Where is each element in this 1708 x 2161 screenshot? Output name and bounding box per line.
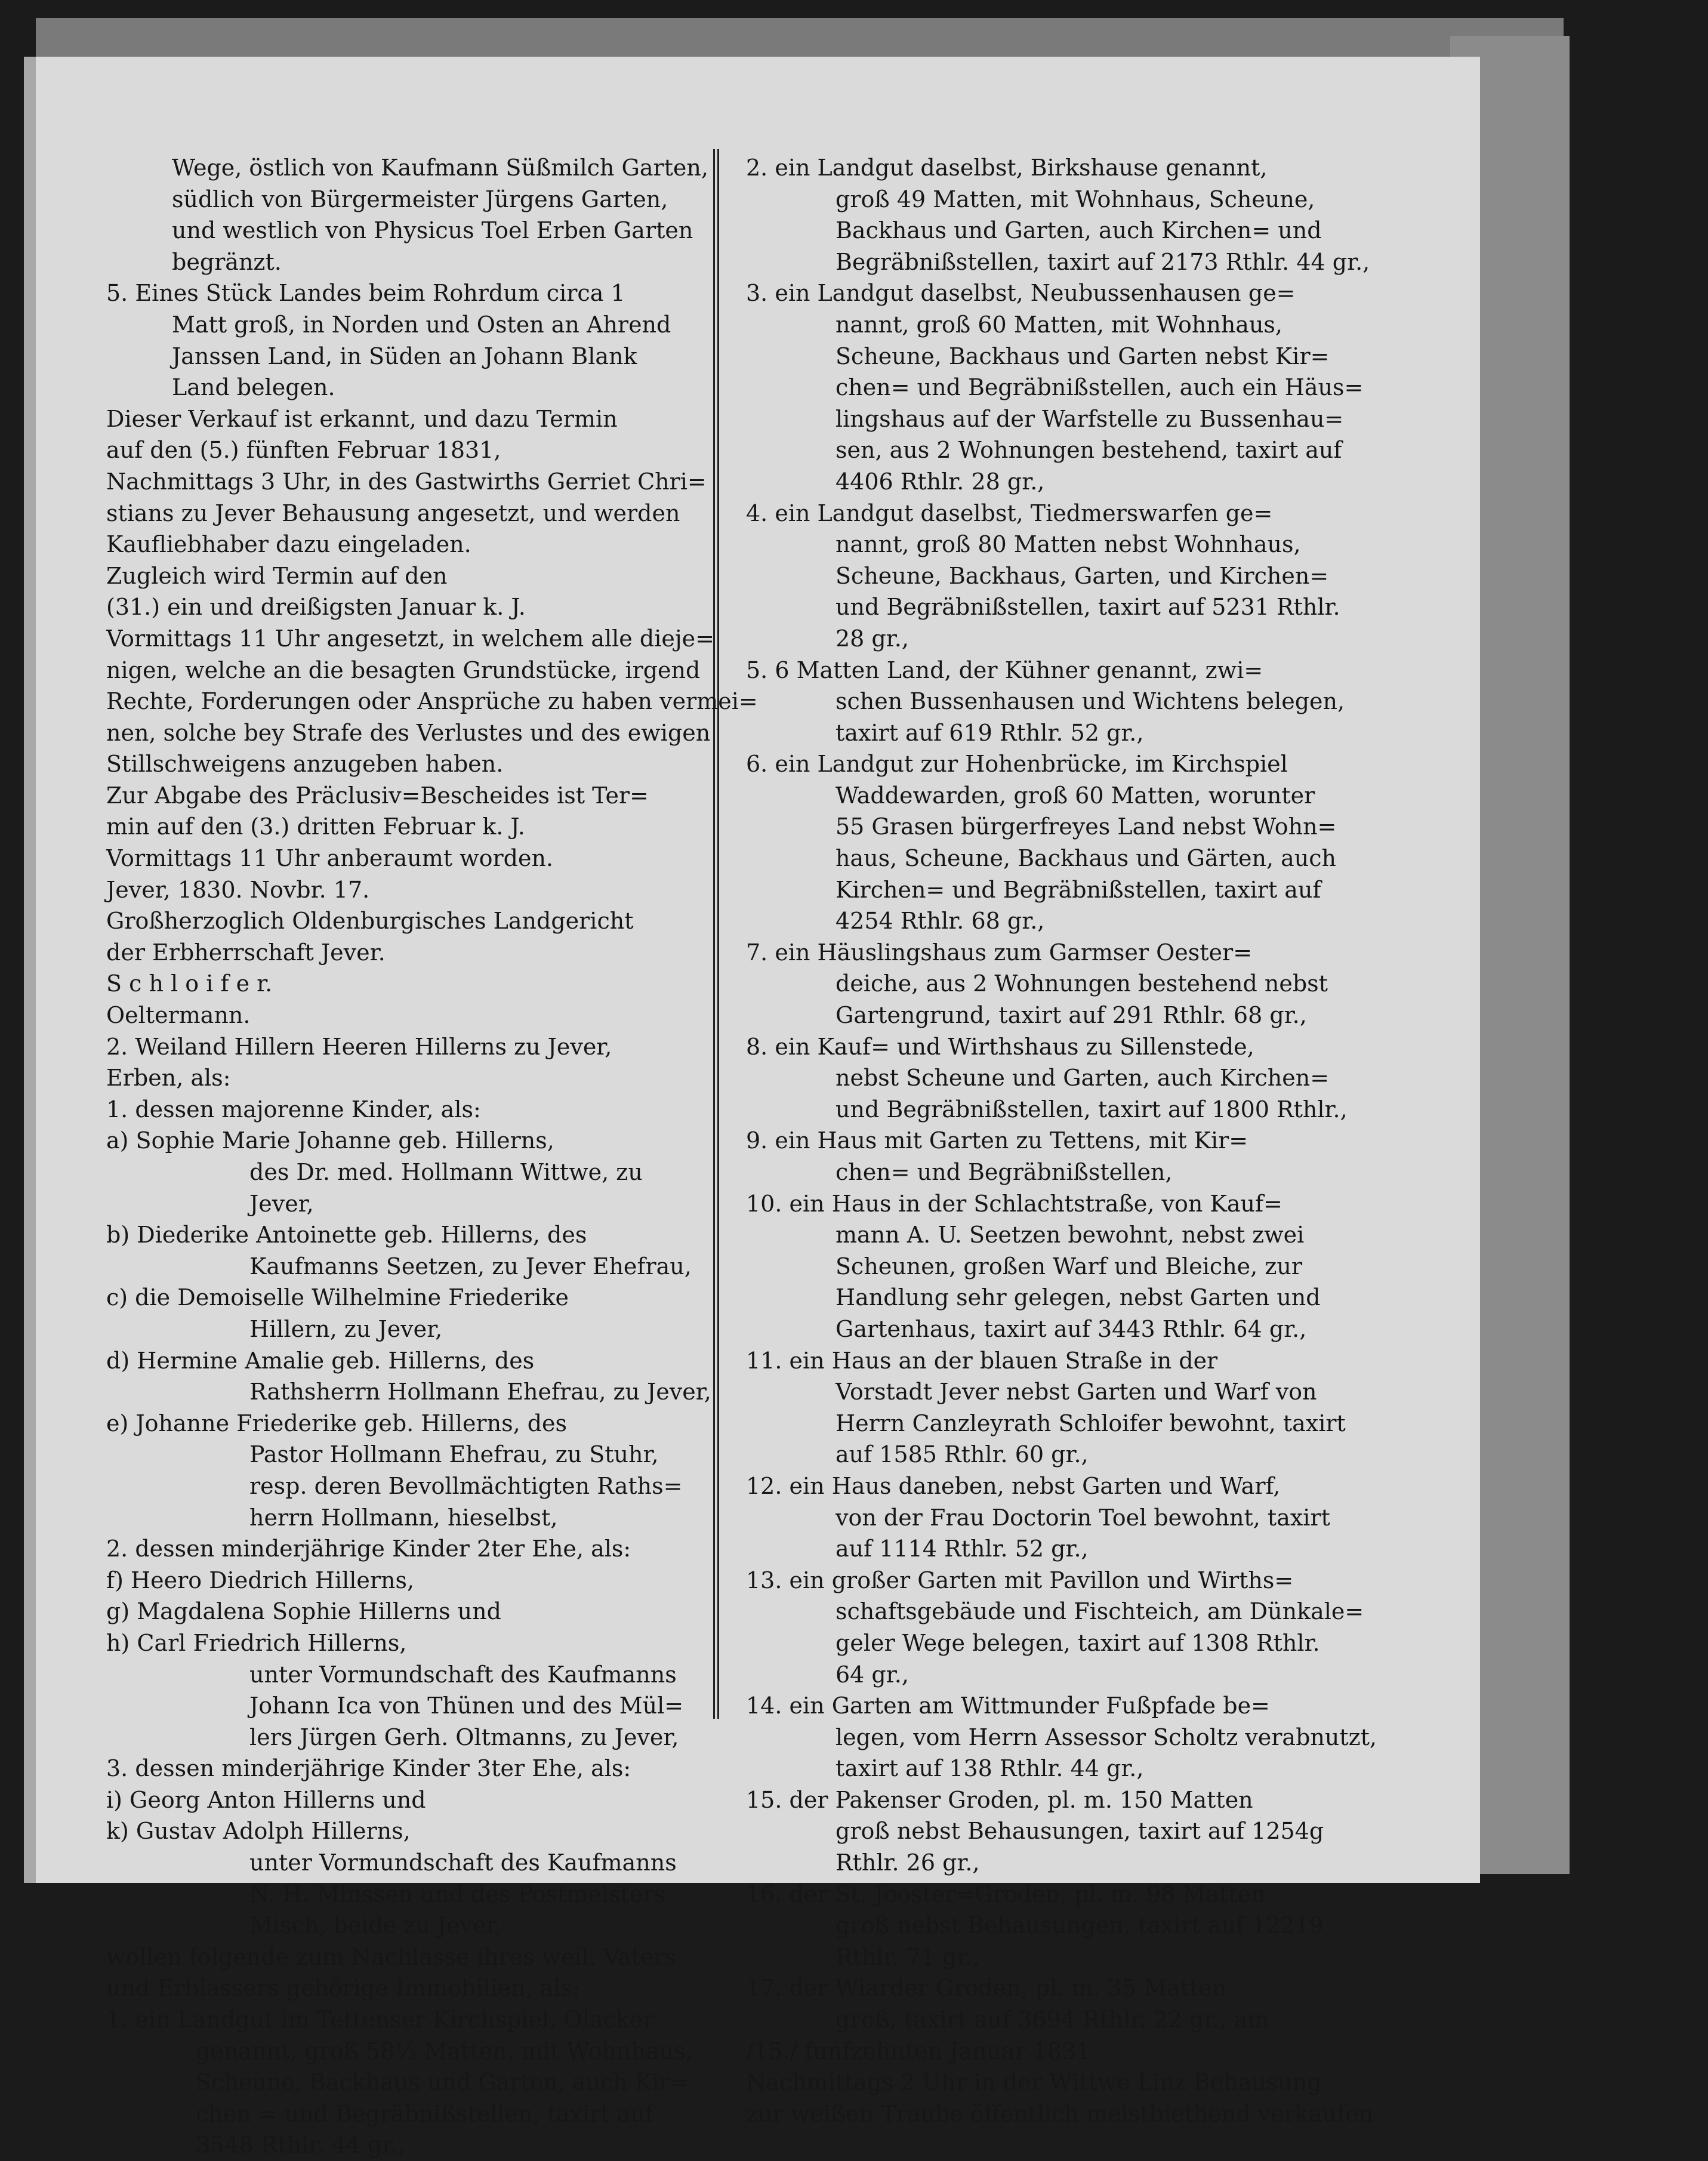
text-line: Rathsherrn Hollmann Ehefrau, zu Jever, [249,1379,711,1405]
text-line: Misch, beide zu Jever, [249,1912,502,1939]
text-line: 5. Eines Stück Landes beim Rohrdum circa 1 [106,280,625,307]
right-column [746,152,1377,2129]
book-spine [24,57,36,1883]
text-line: Zugleich wird Termin auf den [106,562,448,589]
column-divider [713,149,719,1719]
text-line: chen= und Begräbnißstellen, [835,1159,1173,1185]
text-line: der Erbherrschaft Jever. [106,939,386,966]
text-line: Jever, [249,1190,314,1217]
text-line: Kirchen= und Begräbnißstellen, taxirt auf [835,876,1321,903]
text-line: und Erblassers gehörige Immobilien, als: [106,1975,580,2002]
text-line: Vorstadt Jever nebst Garten und Warf von [835,1379,1317,1405]
text-line: d) Hermine Amalie geb. Hillerns, des [106,1347,535,1374]
text-line: zur weißen Traube öffentlich meistbiethend verkaufen [746,2100,1373,2127]
text-line: Handlung sehr gelegen, nebst Garten und [835,1284,1321,1311]
text-line: i) Georg Anton Hillerns und [106,1786,426,1813]
text-line: Rechte, Forderungen oder Ansprüche zu haben vermei= [106,688,758,715]
text-line: 3. dessen minderjährige Kinder 3ter Ehe, als: [106,1755,631,1782]
text-line: h) Carl Friedrich Hillerns, [106,1629,407,1656]
text-line: nigen, welche an die besagten Grundstücke, irgend [106,656,701,683]
text-line: Kaufmanns Seetzen, zu Jever Ehefrau, [249,1253,692,1280]
text-line: 5. 6 Matten Land, der Kühner genannt, zwi= [746,656,1263,683]
text-line: Rthlr. 26 gr., [835,1849,980,1876]
text-line: südlich von Bürgermeister Jürgens Garten, [172,186,668,212]
text-line: Johann Ica von Thünen und des Mül= [249,1693,684,1719]
text-line: herrn Hollmann, hieselbst, [249,1504,558,1531]
text-line: S c h l o i f e r. [106,970,273,997]
text-line: taxirt auf 619 Rthlr. 52 gr., [835,719,1144,746]
text-line: Hillern, zu Jever, [249,1315,443,1342]
text-line: unter Vormundschaft des Kaufmanns [249,1849,677,1876]
text-line: genannt, groß 58⅓ Matten, mit Wohnhaus, [196,2037,693,2064]
text-line: 4. ein Landgut daselbst, Tiedmerswarfen ge= [746,500,1273,526]
text-line: Gartengrund, taxirt auf 291 Rthlr. 68 gr., [835,1002,1307,1029]
text-line: Vormittags 11 Uhr angesetzt, in welchem alle dieje= [106,625,714,652]
text-line: Scheune, Backhaus, Garten, und Kirchen= [835,562,1329,589]
text-line: lingshaus auf der Warfstelle zu Bussenhau= [835,405,1344,432]
left-column [106,152,758,2161]
text-line: mann A. U. Seetzen bewohnt, nebst zwei [835,1222,1305,1248]
text-line: 4254 Rthlr. 68 gr., [835,908,1045,935]
text-line: /15./ funfzehnten Januar 1831 [746,2037,1091,2064]
text-line: 2. dessen minderjährige Kinder 2ter Ehe, als: [106,1536,631,1562]
text-line: Backhaus und Garten, auch Kirchen= und [835,217,1322,244]
text-line: Gartenhaus, taxirt auf 3443 Rthlr. 64 gr., [835,1315,1307,1342]
text-line: g) Magdalena Sophie Hillerns und [106,1598,501,1625]
text-line: von der Frau Doctorin Toel bewohnt, taxirt [835,1504,1330,1531]
text-line: und Begräbnißstellen, taxirt auf 1800 Rthlr., [835,1096,1348,1123]
text-line: 28 gr., [835,625,909,652]
text-line: und Begräbnißstellen, taxirt auf 5231 Rthlr. [835,594,1340,621]
text-line: nannt, groß 60 Matten, mit Wohnhaus, [835,311,1283,338]
text-line: groß nebst Behausungen, taxirt auf 1254g [835,1818,1324,1845]
text-line: schaftsgebäude und Fischteich, am Dünkale= [835,1598,1364,1625]
text-line: 1. ein Landgut im Tettenser Kirchspiel, Olacker [106,2006,654,2033]
text-line: stians zu Jever Behausung angesetzt, und werden [106,500,680,526]
text-line: f) Heero Diedrich Hillerns, [106,1567,415,1593]
text-line: Erben, als: [106,1065,231,1092]
text-line: 12. ein Haus daneben, nebst Garten und Warf, [746,1472,1281,1499]
text-line: unter Vormundschaft des Kaufmanns [249,1661,677,1688]
text-line: Matt groß, in Norden und Osten an Ahrend [172,311,671,338]
text-line: 13. ein großer Garten mit Pavillon und Wirths= [746,1567,1294,1593]
text-line: a) Sophie Marie Johanne geb. Hillerns, [106,1127,554,1154]
text-line: b) Diederike Antoinette geb. Hillerns, des [106,1222,587,1248]
text-line: taxirt auf 138 Rthlr. 44 gr., [835,1755,1144,1782]
text-line: 7. ein Häuslingshaus zum Garmser Oester= [746,939,1253,966]
text-line: 2. Weiland Hillern Heeren Hillerns zu Jever, [106,1033,612,1060]
text-line: legen, vom Herrn Assessor Scholtz verabnutzt, [835,1724,1377,1750]
text-line: deiche, aus 2 Wohnungen bestehend nebst [835,970,1328,997]
text-line: 11. ein Haus an der blauen Straße in der [746,1347,1218,1374]
text-line: nen, solche bey Strafe des Verlustes und des ewigen [106,719,711,746]
text-line: geler Wege belegen, taxirt auf 1308 Rthlr. [835,1629,1320,1656]
text-line: 1. dessen majorenne Kinder, als: [106,1096,481,1123]
text-line: 4406 Rthlr. 28 gr., [835,468,1045,495]
text-line: auf 1585 Rthlr. 60 gr., [835,1441,1089,1468]
text-line: 55 Grasen bürgerfreyes Land nebst Wohn= [835,813,1337,840]
text-line: min auf den (3.) dritten Februar k. J. [106,813,525,840]
text-line: begränzt. [172,248,282,275]
text-line: Land belegen. [172,374,335,401]
text-line: lers Jürgen Gerh. Oltmanns, zu Jever, [249,1724,679,1750]
text-line: 10. ein Haus in der Schlachtstraße, von Kauf= [746,1190,1282,1217]
text-line: c) die Demoiselle Wilhelmine Friederike [106,1284,569,1311]
text-line: 14. ein Garten am Wittmunder Fußpfade be= [746,1693,1270,1719]
text-line: Nachmittags 3 Uhr, in des Gastwirths Gerriet Chri= [106,468,707,495]
text-line: chen= und Begräbnißstellen, auch ein Häus= [835,374,1364,401]
text-line: auf den (5.) fünften Februar 1831, [106,437,501,464]
text-line: Vormittags 11 Uhr anberaumt worden. [106,845,554,872]
text-line: Pastor Hollmann Ehefrau, zu Stuhr, [249,1441,659,1468]
text-line: Stillschweigens anzugeben haben. [106,751,504,778]
text-line: chen = und Begräbnißstellen, taxirt auf [196,2100,653,2127]
text-line: des Dr. med. Hollmann Wittwe, zu [249,1159,643,1185]
text-line: (31.) ein und dreißigsten Januar k. J. [106,594,526,621]
text-line: auf 1114 Rthlr. 52 gr., [835,1536,1089,1562]
text-line: 3. ein Landgut daselbst, Neubussenhausen ge= [746,280,1296,307]
text-line: Oeltermann. [106,1002,251,1029]
text-line: sen, aus 2 Wohnungen bestehend, taxirt auf [835,437,1342,464]
text-line: 64 gr., [835,1661,909,1688]
text-line: Scheune, Backhaus und Garten, auch Kir= [196,2069,689,2096]
text-line: Scheunen, großen Warf und Bleiche, zur [835,1253,1302,1280]
text-line: resp. deren Bevollmächtigten Raths= [249,1472,683,1499]
text-line: Wege, östlich von Kaufmann Süßmilch Garten, [172,155,708,181]
text-line: Dieser Verkauf ist erkannt, und dazu Termin [106,405,618,432]
text-line: haus, Scheune, Backhaus und Gärten, auch [835,845,1337,872]
text-line: 9. ein Haus mit Garten zu Tettens, mit Kir= [746,1127,1248,1154]
text-line: groß, taxirt auf 3694 Rthlr. 22 gr., am [835,2006,1269,2033]
text-line: Scheune, Backhaus und Garten nebst Kir= [835,343,1330,369]
text-line: Zur Abgabe des Präclusiv=Bescheides ist Ter= [106,782,649,809]
text-line: N. H. Minssen und des Postmeisters [249,1881,665,1907]
text-line: 3548 Rthlr. 44 gr., [196,2132,405,2159]
text-line: 17. der Wiarder Groden, pl. m. 35 Matten [746,1975,1227,2002]
text-line: e) Johanne Friederike geb. Hillerns, des [106,1410,568,1436]
text-line: Jever, 1830. Novbr. 17. [106,876,370,903]
text-line: Kaufliebhaber dazu eingeladen. [106,531,471,558]
text-line: Rthlr. 71 gr., [835,1943,980,1970]
text-line: k) Gustav Adolph Hillerns, [106,1818,411,1845]
text-line: 8. ein Kauf= und Wirthshaus zu Sillenstede, [746,1033,1254,1060]
text-line: wollen folgende zum Nachlasse ihres weil. Vaters [106,1943,677,1970]
text-line: 6. ein Landgut zur Hohenbrücke, im Kirchspiel [746,751,1288,778]
text-line: groß 49 Matten, mit Wohnhaus, Scheune, [835,186,1315,212]
text-line: 2. ein Landgut daselbst, Birkshause genannt, [746,155,1268,181]
text-line: Begräbnißstellen, taxirt auf 2173 Rthlr. 44 gr., [835,248,1370,275]
text-line: nannt, groß 80 Matten nebst Wohnhaus, [835,531,1301,558]
text-line: Herrn Canzleyrath Schloifer bewohnt, taxirt [835,1410,1346,1436]
text-line: Nachmittags 2 Uhr in der Wittwe Linz Behausung [746,2069,1322,2096]
text-line: groß nebst Behausungen, taxirt auf 12219 [835,1912,1324,1939]
text-line: 16. der St. Jooster=Groden, pl. m. 98 Matten [746,1881,1266,1907]
text-line: nebst Scheune und Garten, auch Kirchen= [835,1065,1330,1092]
text-line: schen Bussenhausen und Wichtens belegen, [835,688,1345,715]
text-line: Janssen Land, in Süden an Johann Blank [172,343,637,369]
text-line: Großherzoglich Oldenburgisches Landgericht [106,908,634,935]
text-line: Waddewarden, groß 60 Matten, worunter [835,782,1315,809]
text-line: und westlich von Physicus Toel Erben Garten [172,217,693,244]
text-line: 15. der Pakenser Groden, pl. m. 150 Matten [746,1786,1253,1813]
